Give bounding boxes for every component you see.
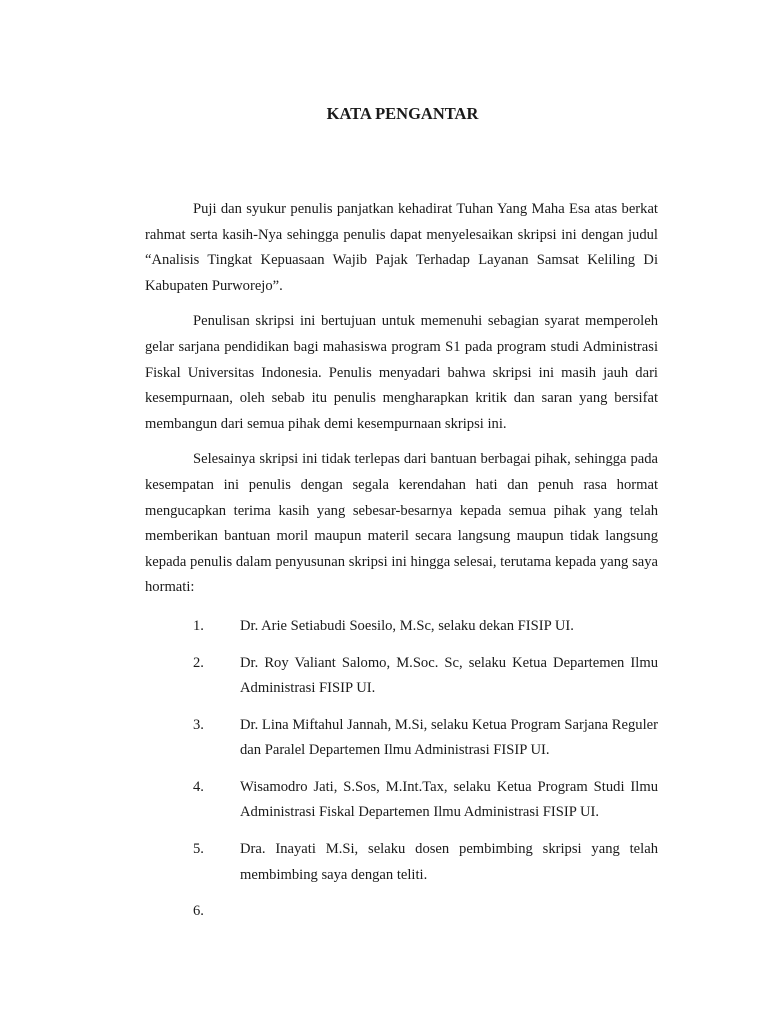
list-item xyxy=(145,899,658,925)
list-item-number: 2. xyxy=(193,654,204,671)
paragraph-intro: Puji dan syukur penulis panjatkan kehadirat Tuhan Yang Maha Esa atas berkat rahmat serta kasih-Nya sehingga penulis dapat menyelesaikan skripsi ini dengan judul “Analisis Tingkat Kepuasaan Wajib Pajak Terhadap Layanan Samsat Keliling Di Kabupaten Purworejo”. xyxy=(145,201,658,294)
list-item-number: 6. xyxy=(193,903,204,920)
list-item xyxy=(145,837,658,888)
paragraph-acknowledgement: Selesainya skripsi ini tidak terlepas dari bantuan berbagai pihak, sehingga pada kesempatan ini penulis dengan segala kerendahan hati dan penuh rasa hormat mengucapkan terima kasih yang sebesar-besarnya kepada semua pihak yang telah memberikan bantuan moril maupun materil secara langsung maupun tidak langsung kepada penulis dalam penyusunan skripsi ini hingga selesai, terutama kepada yang saya hormati: xyxy=(145,451,658,596)
list-item-number: 1. xyxy=(193,617,204,634)
list-item-text: Dr. Roy Valiant Salomo, M.Soc. Sc, selaku Ketua Departemen Ilmu Administrasi FISIP UI. xyxy=(240,654,658,697)
document-body xyxy=(145,197,658,936)
acknowledgement-list xyxy=(145,614,658,925)
list-item-text xyxy=(240,903,244,919)
list-item xyxy=(145,651,658,702)
list-item-text: Dr. Lina Miftahul Jannah, M.Si, selaku Ketua Program Sarjana Reguler dan Paralel Departemen Ilmu Administrasi FISIP UI. xyxy=(240,716,658,759)
paragraph-purpose: Penulisan skripsi ini bertujuan untuk memenuhi sebagian syarat memperoleh gelar sarjana pendidikan bagi mahasiswa program S1 pada program studi Administrasi Fiskal Universitas Indonesia. Penulis menyadari bahwa skripsi ini masih jauh dari kesempurnaan, oleh sebab itu penulis mengharapkan kritik dan saran yang bersifat membangun dari semua pihak demi kesempurnaan skripsi ini. xyxy=(145,313,658,432)
list-item-number: 4. xyxy=(193,778,204,795)
list-item xyxy=(145,775,658,826)
list-item xyxy=(145,713,658,764)
list-item-text: Wisamodro Jati, S.Sos, M.Int.Tax, selaku Ketua Program Studi Ilmu Administrasi Fiskal Departemen Ilmu Administrasi FISIP UI. xyxy=(240,778,658,821)
list-item-number: 3. xyxy=(193,716,204,733)
list-item-text: Dra. Inayati M.Si, selaku dosen pembimbing skripsi yang telah membimbing saya dengan teliti. xyxy=(240,841,658,883)
list-item-number: 5. xyxy=(193,841,204,858)
list-item xyxy=(145,614,658,640)
page-title: KATA PENGANTAR xyxy=(326,104,479,123)
list-item-text: Dr. Arie Setiabudi Soesilo, M.Sc, selaku dekan FISIP UI. xyxy=(240,617,574,634)
